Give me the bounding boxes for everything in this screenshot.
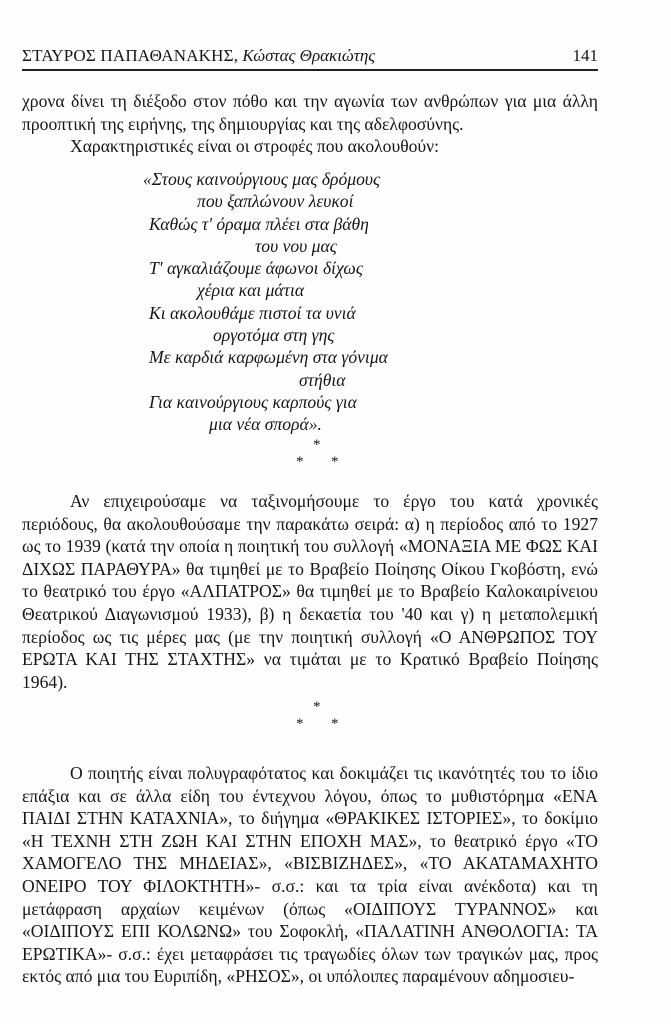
separator-star: *: [331, 454, 339, 470]
poem-line: που ξαπλώνουν λευκοί: [197, 191, 354, 212]
header-author: ΣΤΑΥΡΟΣ ΠΑΠΑΘΑΝΑΚΗΣ,: [22, 46, 239, 65]
poem-line: «Στους καινούργιους μας δρόμους: [143, 169, 381, 189]
separator-star: *: [331, 716, 339, 732]
poem-line: μια νέα σπορά».: [209, 414, 322, 435]
poem-line: του νου μας: [255, 235, 337, 256]
header-work-title: Κώστας Θρακιώτης: [242, 46, 376, 65]
section-separator: [0, 438, 671, 468]
poem-line: Κι ακολουθάμε πιστοί τα υνιά: [149, 302, 356, 323]
poem-line: Τ' αγκαλιάζουμε άφωνοι δίχως: [149, 258, 363, 279]
poem-line: Για καινούργιους καρπούς για: [149, 391, 357, 412]
poem-lead-in: Χαρακτηριστικές είναι οι στροφές που ακολουθούν:: [70, 136, 439, 156]
works-paragraph: Ο ποιητής είναι πολυγραφότατος και δοκιμάζει τις ικανότητές του το ίδιο επάξια και σε άλλα είδη του έντεχνου λόγου, όπως το μυθιστόρημα «ΕΝΑ ΠΑΙΔΙ ΣΤΗΝ ΚΑΤΑΧΝΙΑ», το διήγημα «ΘΡΑΚΙΚΕΣ ΙΣΤΟΡΙΕΣ», το δοκίμιο «Η ΤΕΧΝΗ ΣΤΗ ΖΩΗ ΚΑΙ ΣΤΗΝ ΕΠΟΧΗ ΜΑΣ», το θεατρικό έργο «ΤΟ ΧΑΜΟΓΕΛΟ ΤΗΣ ΜΗΔΕΙΑΣ», «ΒΙΣΒΙΖΗΔΕΣ», «ΤΟ ΑΚΑΤΑΜΑΧΗΤΟ ΟΝΕΙΡΟ ΤΟΥ ΦΙΛΟΚΤΗΤΗ»- σ.σ.: και τα τρία είναι ανέκδοτα) και τη μετάφραση αρχαίων κειμένων (όπως «ΟΙΔΙΠΟΥΣ ΤΥΡΑΝΝΟΣ» και «ΟΙΔΙΠΟΥΣ ΕΠΙ ΚΟΛΩΝΩ» του Σοφοκλή, «ΠΑΛΑΤΙΝΗ ΑΝΘΟΛΟΓΙΑ: ΤΑ ΕΡΩΤΙΚΑ»- σ.σ.: έχει μεταφράσει τις τραγωδίες όλων των τραγικών μας, προς εκτός από μια του Ευριπίδη, «ΡΗΣΟΣ», οι υπόλοιπες παραμένουν αδημοσιευ-: [22, 763, 598, 987]
page-number: 141: [572, 46, 598, 65]
separator-star: *: [313, 437, 321, 453]
intro-paragraph: χρονα δίνει τη διέξοδο στον πόθο και την αγωνία των ανθρώπων για μια άλλη προοπτική της ειρήνης, της δημιουργίας και της αδελφοσύνης.: [22, 91, 598, 134]
separator-star: *: [313, 699, 321, 715]
poem-line: χέρια και μάτια: [197, 280, 305, 301]
poem-line: Καθώς τ' όραμα πλέει στα βάθη: [149, 213, 369, 234]
poem-line: στήθια: [299, 369, 346, 390]
poem-block: [143, 168, 449, 436]
poem-line: Με καρδιά καρφωμένη στα γόνιμα: [149, 347, 388, 368]
separator-star: *: [296, 454, 304, 470]
chronology-paragraph: Αν επιχειρούσαμε να ταξινομήσουμε το έργο του κατά χρονικές περιόδους, θα ακολουθούσαμε την παρακάτω σειρά: α) η περίοδος από το 1927 ως το 1939 (κατά την οποία η ποιητική του συλλογή «ΜΟΝΑΞΙΑ ΜΕ ΦΩΣ ΚΑΙ ΔΙΧΩΣ ΠΑΡΑΘΥΡΑ» θα τιμηθεί με το Βραβείο Ποίησης Οίκου Γκοβόστη, ενώ το θεατρικό του έργο «ΑΛΠΑΤΡΟΣ» θα τιμηθεί με το Βραβείο Καλοκαιρίνειου Θεατρικού Διαγωνισμού 1933), β) η δεκαετία του '40 και γ) η μεταπολεμική περίοδος ως τις μέρες μας (με την ποιητική συλλογή «Ο ΑΝΘΡΩΠΟΣ ΤΟΥ ΕΡΩΤΑ ΚΑΙ ΤΗΣ ΣΤΑΧΤΗΣ» να τιμάται με το Κρατικό Βραβείο Ποίησης 1964).: [22, 491, 598, 692]
separator-star: *: [296, 716, 304, 732]
section-separator: [0, 700, 671, 730]
running-header: [22, 46, 598, 71]
poem-line: οργοτόμα στη γης: [213, 325, 335, 346]
